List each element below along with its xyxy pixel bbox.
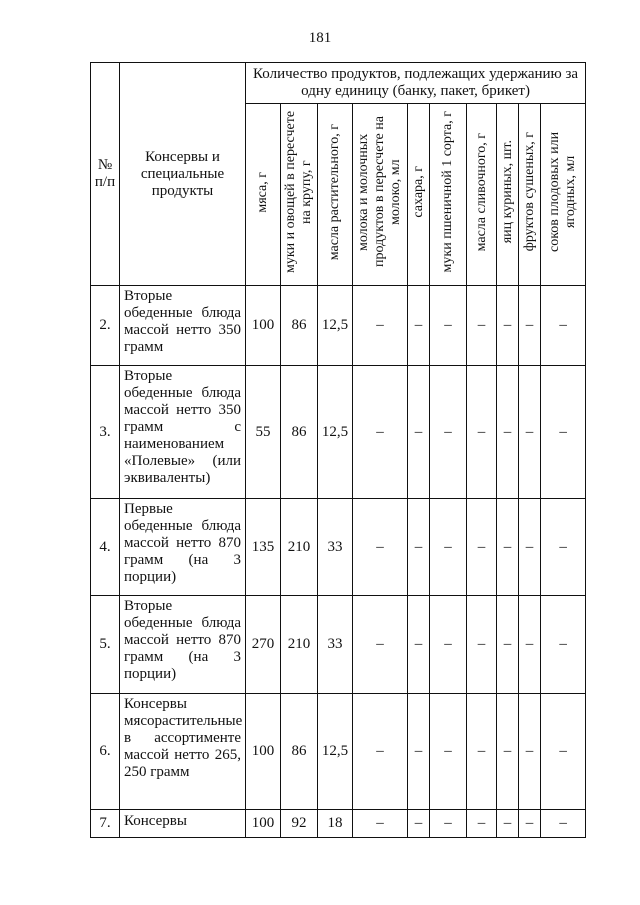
row-value: – xyxy=(408,694,430,810)
row-value: – xyxy=(467,694,497,810)
row-value: 12,5 xyxy=(318,694,353,810)
row-value: – xyxy=(408,286,430,366)
row-value: – xyxy=(497,694,519,810)
row-value: – xyxy=(497,366,519,499)
column-header: соков плодовых или ягодных, мл xyxy=(541,104,586,286)
row-value: – xyxy=(353,499,408,596)
row-value: 270 xyxy=(246,596,281,694)
row-value: 18 xyxy=(318,810,353,838)
row-number: 5. xyxy=(91,596,120,694)
row-value: – xyxy=(497,499,519,596)
row-number: 7. xyxy=(91,810,120,838)
row-value: – xyxy=(541,596,586,694)
row-value: 86 xyxy=(281,694,318,810)
row-value: – xyxy=(467,810,497,838)
row-value: 12,5 xyxy=(318,286,353,366)
row-value: – xyxy=(353,596,408,694)
row-value: – xyxy=(541,286,586,366)
row-value: – xyxy=(519,596,541,694)
column-header: молока и молочных продуктов в пересчете на молоко, мл xyxy=(353,104,408,286)
row-number: 4. xyxy=(91,499,120,596)
column-header: яиц куриных, шт. xyxy=(497,104,519,286)
page-number: 181 xyxy=(308,30,332,46)
row-value: 86 xyxy=(281,366,318,499)
row-value: 33 xyxy=(318,596,353,694)
row-value: – xyxy=(430,366,467,499)
row-number: 6. xyxy=(91,694,120,810)
row-value: 100 xyxy=(246,286,281,366)
row-product-name: Вторые обеденные блюда массой нетто 350 грамм с наименованием «Полевые» (или эквиваленты) xyxy=(120,366,246,499)
row-value: – xyxy=(430,499,467,596)
column-header: сахара, г xyxy=(408,104,430,286)
row-value: 100 xyxy=(246,810,281,838)
row-value: 86 xyxy=(281,286,318,366)
row-value: 210 xyxy=(281,499,318,596)
row-value: 33 xyxy=(318,499,353,596)
row-value: 92 xyxy=(281,810,318,838)
row-value: – xyxy=(497,286,519,366)
row-product-name: Первые обеденные блюда массой нетто 870 грамм (на 3 порции) xyxy=(120,499,246,596)
column-header: масла сливочного, г xyxy=(467,104,497,286)
row-value: – xyxy=(541,499,586,596)
row-value: – xyxy=(408,499,430,596)
table-row xyxy=(91,810,586,838)
row-value: – xyxy=(497,596,519,694)
row-product-name: Вторые обеденные блюда массой нетто 870 грамм (на 3 порции) xyxy=(120,596,246,694)
table-row xyxy=(91,694,586,810)
row-number: 2. xyxy=(91,286,120,366)
row-value: 135 xyxy=(246,499,281,596)
row-value: – xyxy=(497,810,519,838)
row-value: – xyxy=(541,694,586,810)
row-value: – xyxy=(519,810,541,838)
row-value: – xyxy=(408,596,430,694)
header-num: № п/п xyxy=(91,63,120,286)
row-value: – xyxy=(541,810,586,838)
row-value: – xyxy=(353,694,408,810)
row-value: – xyxy=(519,366,541,499)
row-value: 12,5 xyxy=(318,366,353,499)
row-value: 210 xyxy=(281,596,318,694)
row-value: – xyxy=(519,499,541,596)
row-value: – xyxy=(430,286,467,366)
row-value: – xyxy=(408,810,430,838)
header-row-top xyxy=(91,63,586,104)
row-value: – xyxy=(467,499,497,596)
row-value: 55 xyxy=(246,366,281,499)
table-row xyxy=(91,366,586,499)
row-value: – xyxy=(353,286,408,366)
header-name: Консервы и специальные продукты xyxy=(120,63,246,286)
header-group: Количество продуктов, подлежащих удержанию за одну единицу (банку, пакет, брикет) xyxy=(246,63,586,104)
row-value: – xyxy=(430,810,467,838)
row-value: – xyxy=(353,366,408,499)
row-value: – xyxy=(467,596,497,694)
row-value: – xyxy=(430,596,467,694)
column-header: фруктов сушеных, г xyxy=(519,104,541,286)
column-header: мяса, г xyxy=(246,104,281,286)
column-header: муки пшеничной 1 сорта, г xyxy=(430,104,467,286)
row-value: – xyxy=(467,286,497,366)
table-row xyxy=(91,286,586,366)
table-row xyxy=(91,596,586,694)
row-value: – xyxy=(519,694,541,810)
row-value: – xyxy=(353,810,408,838)
row-product-name: Консервы xyxy=(120,810,246,838)
products-table xyxy=(90,62,586,838)
row-value: – xyxy=(430,694,467,810)
row-number: 3. xyxy=(91,366,120,499)
table-row xyxy=(91,499,586,596)
row-product-name: Консервы мясорастительные в ассортименте массой нетто 265, 250 грамм xyxy=(120,694,246,810)
row-product-name: Вторые обеденные блюда массой нетто 350 грамм xyxy=(120,286,246,366)
column-header: масла растительного, г xyxy=(318,104,353,286)
row-value: 100 xyxy=(246,694,281,810)
row-value: – xyxy=(408,366,430,499)
column-header: муки и овощей в пересчете на крупу, г xyxy=(281,104,318,286)
row-value: – xyxy=(467,366,497,499)
row-value: – xyxy=(541,366,586,499)
row-value: – xyxy=(519,286,541,366)
